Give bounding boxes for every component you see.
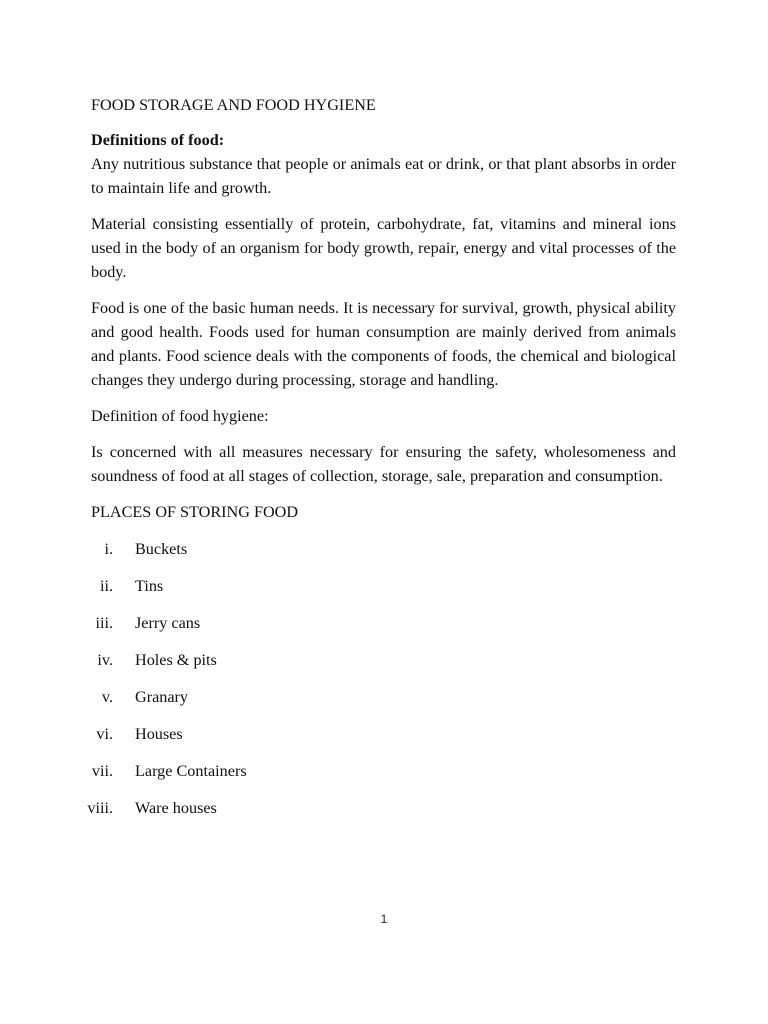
list-numeral: i. bbox=[104, 540, 113, 558]
paragraph-hygiene-definition: Is concerned with all measures necessary for ensuring the safety, wholesomeness and soundness of food at all stages of collection, storage, sale, preparation and consumption. bbox=[91, 443, 676, 485]
list-item-text: Holes & pits bbox=[135, 651, 217, 669]
list-item-text: Buckets bbox=[135, 540, 188, 558]
paragraph-food-definition-1: Any nutritious substance that people or animals eat or drink, or that plant absorbs in order to maintain life and growth. bbox=[91, 155, 676, 197]
paragraph-food-definition-2: Material consisting essentially of protein, carbohydrate, fat, vitamins and mineral ions used in the body of an organism for body growth, repair, energy and vital processes of the body. bbox=[91, 215, 676, 281]
list-item-text: Ware houses bbox=[135, 799, 217, 817]
list-item bbox=[91, 759, 676, 783]
list-numeral: v. bbox=[101, 688, 113, 706]
document-title: FOOD STORAGE AND FOOD HYGIENE bbox=[91, 96, 376, 114]
page-number: 1 bbox=[380, 912, 388, 926]
list-item bbox=[91, 537, 676, 561]
paragraph-food-basic-needs: Food is one of the basic human needs. It is necessary for survival, growth, physical ability and good health. Foods used for human consumption are mainly derived from animals and plants. Food science deals with the components of foods, the chemical and biological changes they undergo during processing, storage and handling. bbox=[91, 299, 676, 389]
list-item bbox=[87, 796, 676, 820]
page-content bbox=[87, 93, 676, 833]
places-heading: PLACES OF STORING FOOD bbox=[91, 503, 299, 521]
definitions-heading: Definitions of food: bbox=[91, 131, 225, 149]
list-item-text: Jerry cans bbox=[135, 614, 201, 632]
list-item bbox=[91, 722, 676, 746]
hygiene-heading: Definition of food hygiene: bbox=[91, 407, 269, 425]
list-numeral: vi. bbox=[96, 725, 113, 743]
list-item-text: Tins bbox=[135, 577, 164, 595]
list-item bbox=[91, 648, 676, 672]
list-item bbox=[91, 685, 676, 709]
list-numeral: viii. bbox=[87, 799, 113, 817]
list-item-text: Granary bbox=[135, 688, 189, 706]
list-numeral: vii. bbox=[91, 762, 113, 780]
list-item-text: Large Containers bbox=[135, 762, 247, 780]
places-list bbox=[87, 537, 676, 820]
list-numeral: iii. bbox=[95, 614, 113, 632]
list-item bbox=[91, 574, 676, 598]
list-item-text: Houses bbox=[135, 725, 183, 743]
list-item bbox=[91, 611, 676, 635]
list-numeral: iv. bbox=[97, 651, 113, 669]
list-numeral: ii. bbox=[99, 577, 113, 595]
